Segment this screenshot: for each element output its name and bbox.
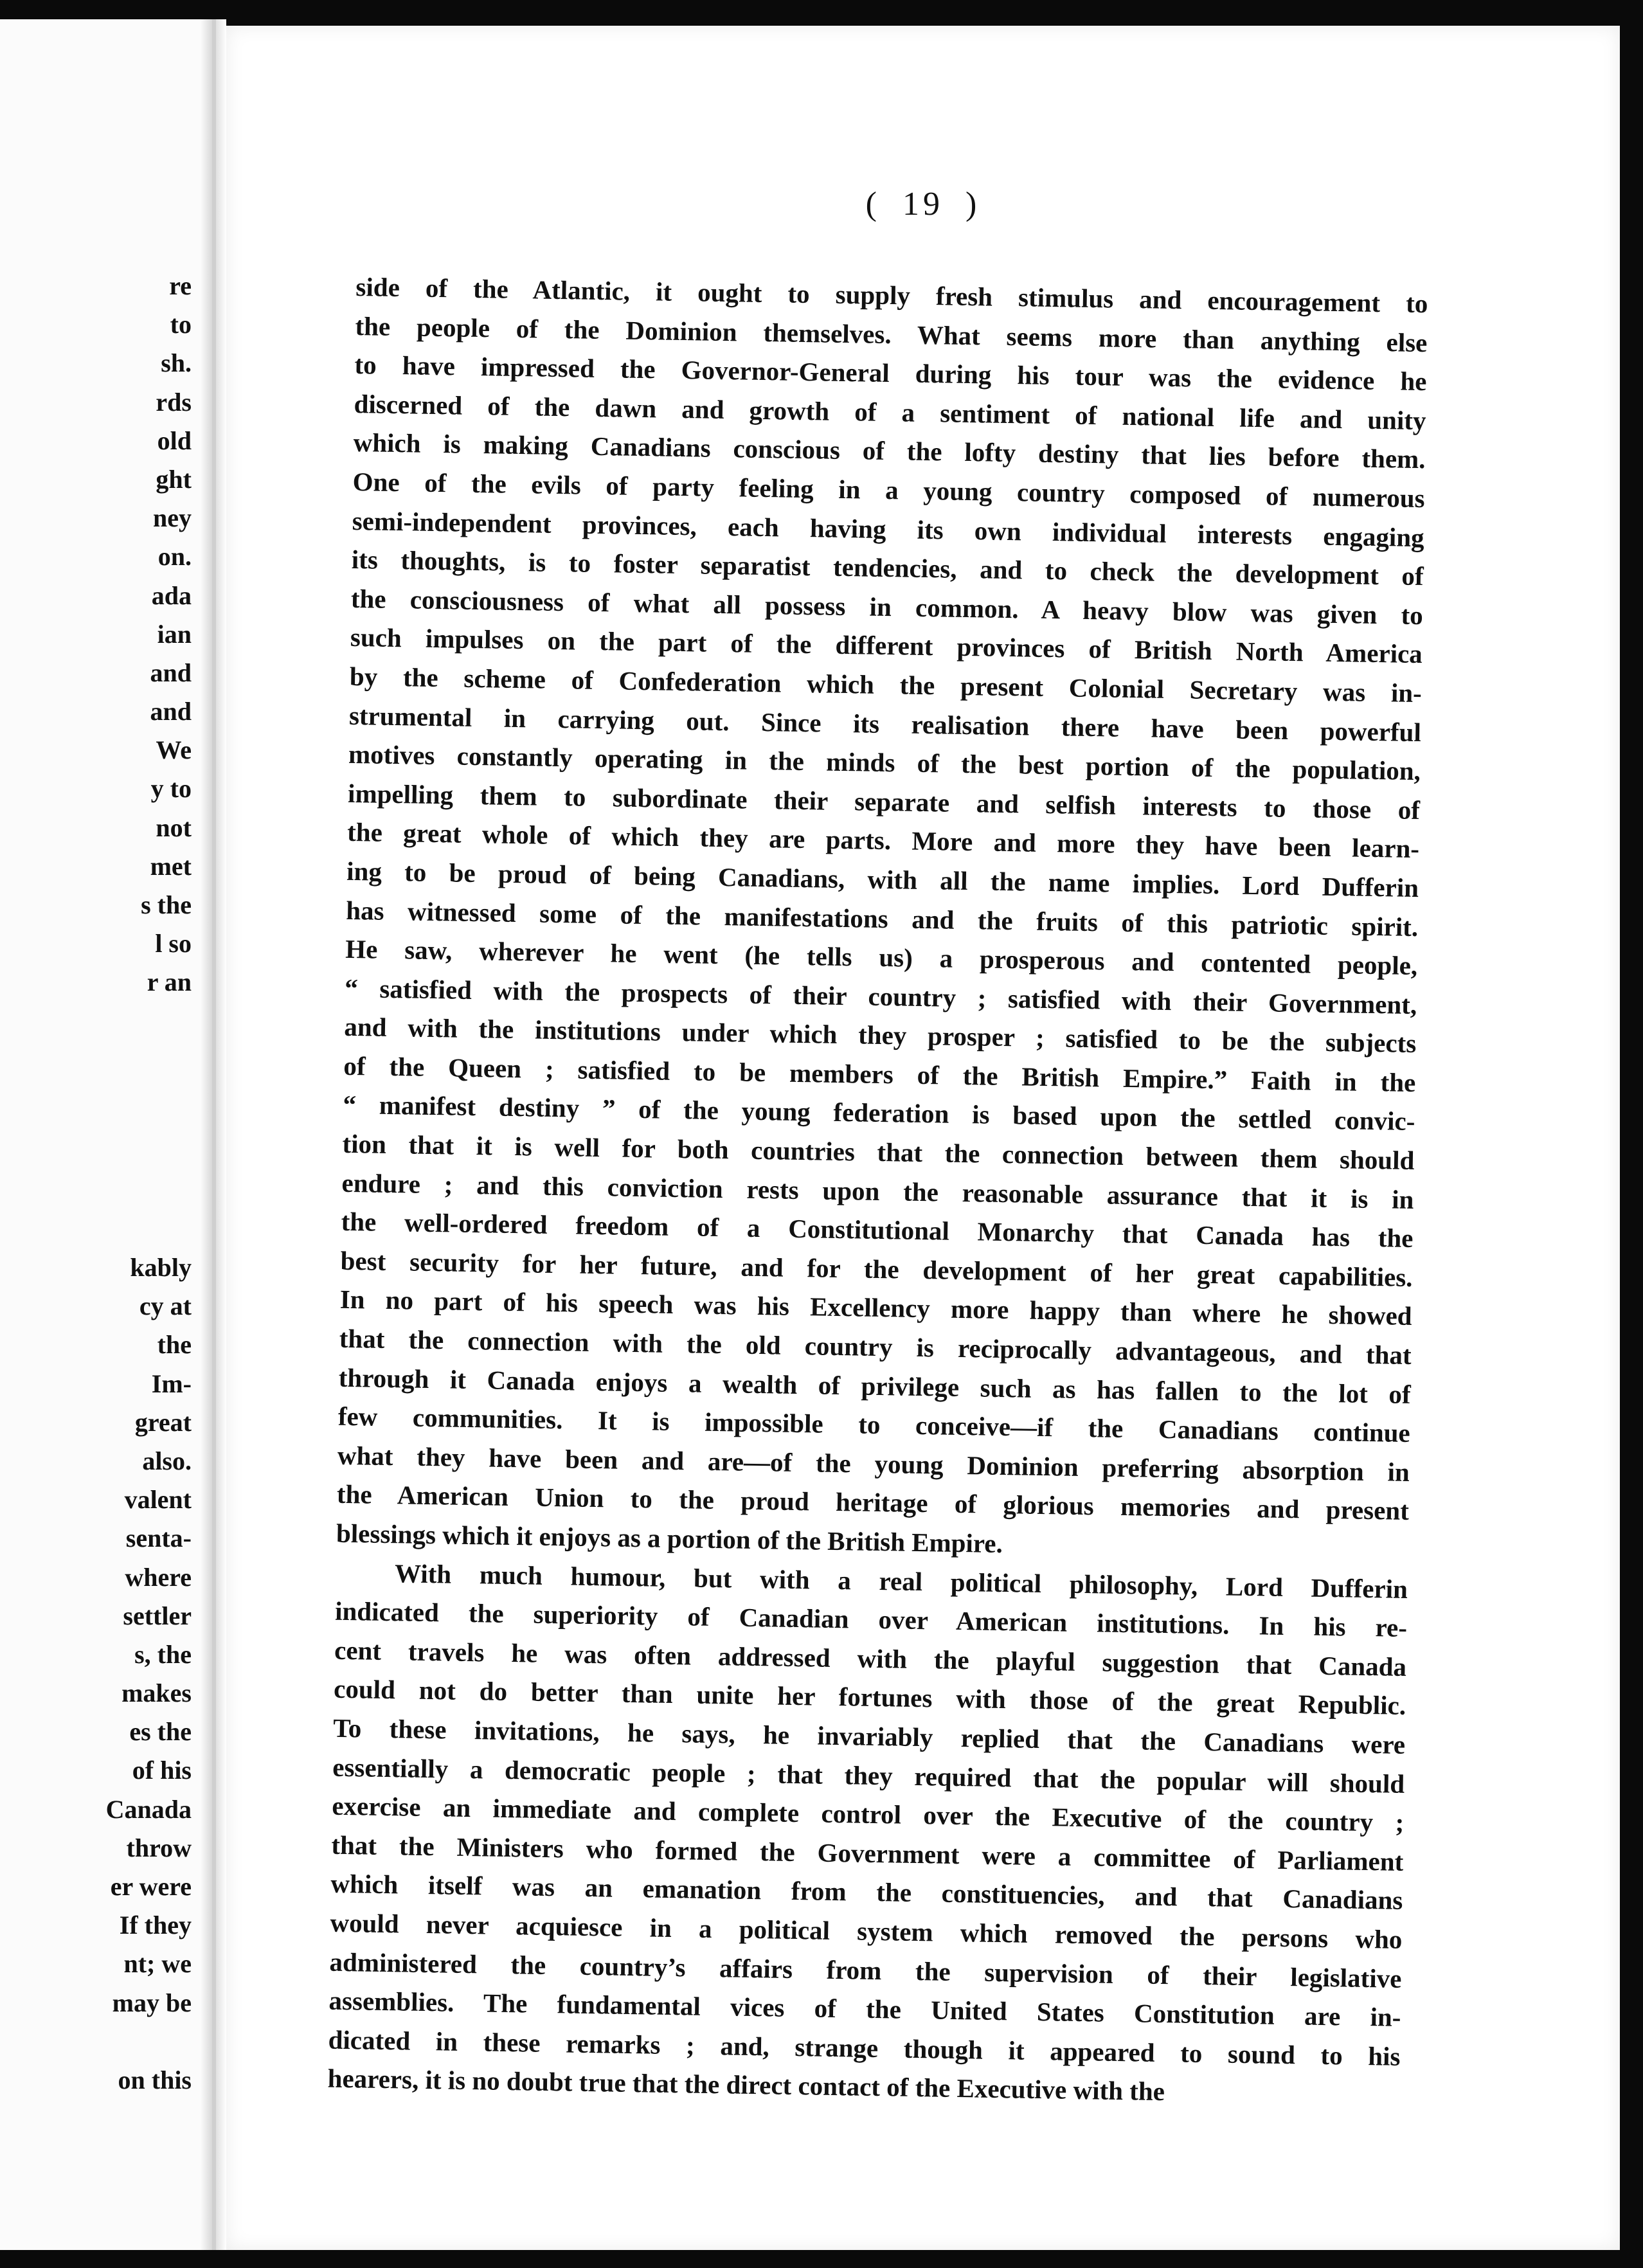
text-line: to have impressed the Governor-General during his tour was the evidence he (354, 350, 1427, 397)
text-line: side of the Atlantic, it ought to supply fresh stimulus and encouragement to (355, 271, 1428, 319)
left-page-fragment: also. (142, 1446, 192, 1475)
text-line: such impulses on the part of the different provinces of British North America (350, 622, 1423, 669)
text-line: motives constantly operating in the minds of the best portion of the population, (348, 739, 1421, 786)
text-line: discerned of the dawn and growth of a sentiment of national life and unity (354, 388, 1426, 435)
left-page-fragment: met (150, 851, 192, 881)
left-page-text-top (0, 267, 192, 1002)
left-page-fragment: y to (150, 774, 192, 804)
left-facing-page (0, 19, 216, 2250)
left-page-fragment: valent (124, 1485, 192, 1515)
text-line: of the Queen ; satisfied to be members of the British Empire.” Faith in the (343, 1050, 1416, 1097)
text-line: the well-ordered freedom of a Constitutional Monarchy that Canada has the (341, 1207, 1414, 1254)
left-page-fragment: ney (153, 503, 192, 533)
left-page-fragment: not (156, 813, 192, 842)
text-line: which is making Canadians conscious of the lofty destiny that lies before them. (353, 428, 1426, 474)
left-page-fragment: where (125, 1562, 192, 1592)
left-page-fragment: makes (121, 1679, 192, 1708)
text-line: With much humour, but with a real political philosophy, Lord Dufferin (394, 1558, 1408, 1604)
text-line: its thoughts, is to foster separatist tendencies, and to check the development of (351, 544, 1424, 591)
text-line: One of the evils of party feeling in a young country composed of numerous (352, 466, 1425, 514)
left-page-text-bottom (0, 1248, 192, 2100)
text-line: best security for her future, and for the development of her great capabilities. (340, 1245, 1413, 1292)
left-page-fragment: If they (119, 1911, 192, 1940)
left-page-fragment: and (150, 658, 192, 687)
text-line: would never acquiesce in a political system which removed the persons who (330, 1907, 1403, 1954)
text-line: assemblies. The fundamental vices of the United States Constitution are in- (328, 1985, 1401, 2032)
paragraph-1 (336, 267, 1428, 1570)
text-line: “ manifest destiny ” of the young federation is based upon the settled convic- (343, 1090, 1415, 1137)
text-line: few communities. It is impossible to conceive—if the Canadians continue (337, 1401, 1411, 1448)
text-line: “ satisfied with the prospects of their country ; satisfied with their Government, (345, 973, 1417, 1020)
left-page-fragment: of his (132, 1756, 192, 1785)
text-line: and with the institutions under which they prosper ; satisfied to be the subjects (344, 1012, 1417, 1059)
left-page-fragment: settler (123, 1601, 192, 1630)
text-line: impelling them to subordinate their separate and selfish interests to those of (347, 778, 1421, 825)
text-line: the American Union to the proud heritage of glorious memories and present (336, 1479, 1410, 1526)
text-line: endure ; and this conviction rests upon the reasonable assurance that it is in (341, 1167, 1414, 1214)
left-page-fragment: es the (129, 1717, 192, 1747)
left-page-fragment: We (156, 735, 192, 765)
text-line: To these invitations, he says, he invariably replied that the Canadians were (332, 1713, 1406, 1760)
page-number (226, 185, 1620, 223)
text-line: dicated in these remarks ; and, strange though it appeared to sound to his (328, 2024, 1401, 2071)
text-line: blessings which it enjoys as a portion of the British Empire. (336, 1518, 1003, 1559)
left-page-fragment: ian (157, 619, 192, 649)
gutter-shadow (201, 19, 212, 2250)
text-line: that the connection with the old country is reciprocally advantageous, and that (339, 1323, 1412, 1371)
text-line: exercise an immediate and complete control over the Executive of the country ; (332, 1790, 1405, 1838)
text-line: the consciousness of what all possess in common. A heavy blow was given to (350, 583, 1424, 630)
text-line: ing to be proud of being Canadians, with all the name implies. Lord Dufferin (346, 856, 1419, 903)
left-page-fragment: on this (118, 2065, 192, 2094)
text-line: indicated the superiority of Canadian over American institutions. In his re- (334, 1596, 1408, 1643)
left-page-fragment: and (150, 697, 192, 726)
text-line: by the scheme of Confederation which the present Colonial Secretary was in- (349, 661, 1423, 708)
text-line: tion that it is well for both countries that the connection between them should (342, 1128, 1415, 1176)
left-page-fragment: to (170, 310, 192, 339)
text-line: could not do better than unite her fortunes with those of the great Republic. (333, 1674, 1406, 1721)
text-line: administered the country’s affairs from the supervision of their legislative (329, 1947, 1402, 1994)
paragraph-2 (327, 1553, 1408, 2114)
left-page-fragment: s the (141, 890, 192, 919)
left-page-fragment: ght (156, 464, 192, 494)
right-page (226, 26, 1620, 2250)
text-line: that the Ministers who formed the Government were a committee of Parliament (331, 1830, 1404, 1877)
text-line: essentially a democratic people ; that they required that the popular will should (332, 1752, 1405, 1799)
left-page-fragment: sh. (161, 348, 192, 378)
text-line: hearers, it is no doubt true that the direct contact of the Executive with the (327, 2063, 1165, 2107)
left-page-fragment: may be (112, 1988, 192, 2017)
left-page-fragment: Canada (105, 1794, 192, 1824)
left-page-fragment: re (169, 271, 192, 300)
left-page-fragment: cy at (139, 1292, 192, 1321)
left-page-fragment: kably (130, 1253, 192, 1282)
text-line: has witnessed some of the manifestations and the fruits of this patriotic spirit. (345, 895, 1419, 942)
page-number-open: ( (865, 186, 881, 222)
left-page-fragment: s, the (134, 1639, 192, 1669)
text-line: In no part of his speech was his Excellency more happy than where he showed (339, 1284, 1412, 1331)
left-page-fragment: on. (157, 542, 192, 572)
text-line: through it Canada enjoys a wealth of privilege such as has fallen to the lot of (338, 1362, 1412, 1409)
text-line: the people of the Dominion themselves. What seems more than anything else (355, 310, 1428, 357)
text-line: cent travels he was often addressed with the playful suggestion that Canada (334, 1635, 1407, 1682)
left-page-fragment: ada (151, 580, 192, 610)
text-line: He saw, wherever he went (he tells us) a prosperous and contented people, (345, 933, 1418, 981)
book-spine (216, 19, 226, 2250)
left-page-fragment: rds (156, 387, 192, 417)
left-page-fragment: old (157, 426, 192, 455)
left-page-fragment (0, 2022, 192, 2061)
page-number-close: ) (965, 186, 981, 222)
left-page-fragment: l so (155, 929, 192, 959)
left-page-fragment: throw (126, 1833, 192, 1862)
left-page-fragment: r an (147, 968, 192, 997)
text-line: strumental in carrying out. Since its realisation there have been powerful (348, 700, 1422, 747)
left-page-fragment: Im- (151, 1369, 192, 1398)
left-page-fragment: senta- (125, 1524, 192, 1553)
left-page-fragment: the (157, 1330, 192, 1360)
text-line: what they have been and are—of the young Dominion preferring absorption in (337, 1440, 1410, 1487)
body-text (327, 267, 1428, 2115)
left-page-fragment: nt; we (123, 1949, 192, 1979)
text-line: which itself was an emanation from the constituencies, and that Canadians (330, 1869, 1403, 1916)
text-line: the great whole of which they are parts. More and more they have been learn- (346, 817, 1420, 864)
left-page-fragment: er were (110, 1872, 192, 1901)
left-page-fragment: great (134, 1407, 192, 1437)
page-number-value: 19 (902, 186, 944, 222)
text-line: semi-independent provinces, each having its own individual interests engaging (352, 505, 1424, 552)
